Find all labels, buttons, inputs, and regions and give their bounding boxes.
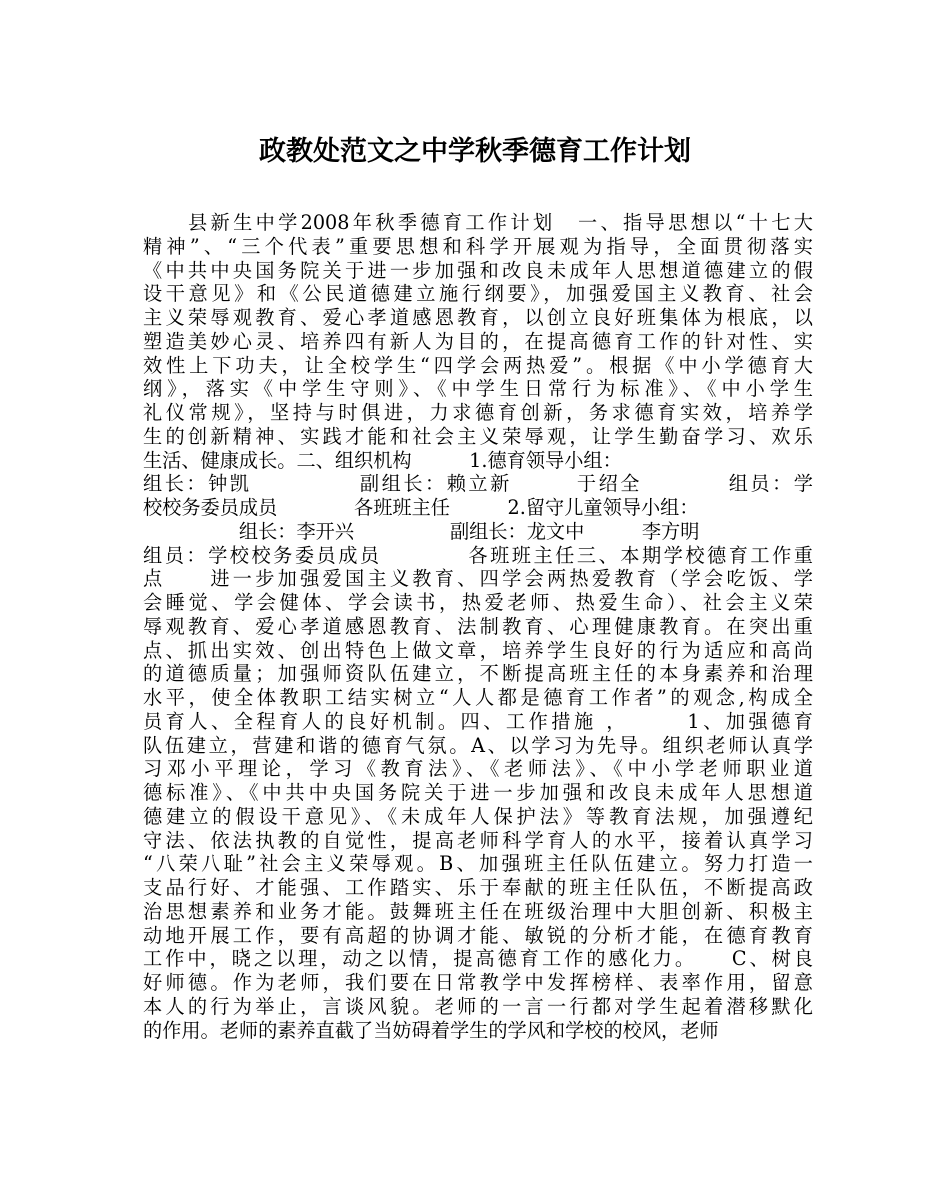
paragraph-line: 会睡觉、学会健体、学会读书，热爱老师、热爱生命）、社会主义荣 xyxy=(143,591,813,614)
paragraph-line: 组长：李开兴 副组长：龙文中 李方明 xyxy=(143,519,700,543)
paragraph-line: 主义荣辱观教育、爱心孝道感恩教育，以创立良好班集体为根底，以 xyxy=(143,306,813,329)
paragraph-line: “八荣八耻”社会主义荣辱观。B、加强班主任队伍建立。努力打造一 xyxy=(143,852,813,876)
paragraph-line: 德建立的假设干意见》、《未成年人保护法》等教育法规，加强遵纪 xyxy=(143,804,813,828)
paragraph-line: 的作用。老师的素养直截了当妨碍着学生的学风和学校的校风，老师 xyxy=(143,1018,719,1042)
paragraph-line: 水平，使全体教职工结实树立“人人都是德育工作者”的观念,构成全 xyxy=(143,686,813,709)
document-title: 政教处范文之中学秋季德育工作计划 xyxy=(259,136,691,167)
paragraph-line: 《中共中央国务院关于进一步加强和改良未成年人思想道德建立的假 xyxy=(143,258,813,282)
paragraph-line: 支品行好、才能强、工作踏实、乐于奉献的班主任队伍，不断提高政 xyxy=(143,876,813,899)
paragraph-line: 德标准》、《中共中央国务院关于进一步加强和改良未成年人思想道 xyxy=(143,781,813,804)
paragraph-line: 点、抓出实效、创出特色上做文章，培养学生良好的行为适应和高尚 xyxy=(143,638,813,662)
paragraph-line: 本人的行为举止，言谈风貌。老师的一言一行都对学生起着潜移默化 xyxy=(143,994,813,1018)
paragraph-line: 生活、健康成长。二、组织机构 1.德育领导小组： xyxy=(143,448,622,472)
paragraph-line: 习邓小平理论，学习《教育法》、《老师法》、《中小学老师职业道 xyxy=(143,757,813,781)
paragraph-line: 守法、依法执教的自觉性，提高老师科学育人的水平，接着认真学习 xyxy=(143,828,813,852)
paragraph-line: 好师德。作为老师，我们要在日常教学中发挥榜样、表率作用，留意 xyxy=(143,971,813,994)
paragraph-line: 纲》，落实《中学生守则》、《中学生日常行为标准》、《中小学生 xyxy=(143,377,813,401)
paragraph-line: 组员：学校校务委员成员 各班班主任三、本期学校德育工作重 xyxy=(143,543,813,567)
document-body xyxy=(143,211,813,1042)
paragraph-line: 精神”、“三个代表”重要思想和科学开展观为指导，全面贯彻落实 xyxy=(143,234,813,258)
paragraph-line: 点 进一步加强爱国主义教育、四学会两热爱教育（学会吃饭、学 xyxy=(143,567,813,591)
paragraph-line: 组长：钟凯 副组长：赖立新 于绍全 组员：学 xyxy=(143,472,813,496)
paragraph-line: 的道德质量；加强师资队伍建立，不断提高班主任的本身素养和治理 xyxy=(143,662,813,686)
paragraph-line: 工作中，晓之以理，动之以情，提高德育工作的感化力。 C、树良 xyxy=(143,947,813,971)
paragraph-line: 员育人、全程育人的良好机制。四、工作措施 ， 1、加强德育 xyxy=(143,709,813,733)
paragraph-line: 塑造美妙心灵、培养四有新人为目的，在提高德育工作的针对性、实 xyxy=(143,329,813,353)
paragraph-line: 动地开展工作，要有高超的协调才能、敏锐的分析才能，在德育教育 xyxy=(143,923,813,947)
paragraph-line: 礼仪常规》，坚持与时俱进，力求德育创新，务求德育实效，培养学 xyxy=(143,401,813,424)
paragraph-line: 生的创新精神、实践才能和社会主义荣辱观，让学生勤奋学习、欢乐 xyxy=(143,424,813,448)
paragraph-line: 辱观教育、爱心孝道感恩教育、法制教育、心理健康教育。在突出重 xyxy=(143,614,813,638)
paragraph-line: 校校务委员成员 各班班主任 2.留守儿童领导小组： xyxy=(143,496,699,519)
paragraph-line: 设干意见》和《公民道德建立施行纲要》，加强爱国主义教育、社会 xyxy=(143,282,813,306)
paragraph-line: 治思想素养和业务才能。鼓舞班主任在班级治理中大胆创新、积极主 xyxy=(143,899,813,923)
paragraph-line: 县新生中学2008年秋季德育工作计划 一、指导思想以“十七大 xyxy=(143,211,813,234)
paragraph-line: 队伍建立，营建和谐的德育气氛。A、以学习为先导。组织老师认真学 xyxy=(143,733,813,757)
paragraph-line: 效性上下功夫，让全校学生“四学会两热爱”。根据《中小学德育大 xyxy=(143,353,813,377)
